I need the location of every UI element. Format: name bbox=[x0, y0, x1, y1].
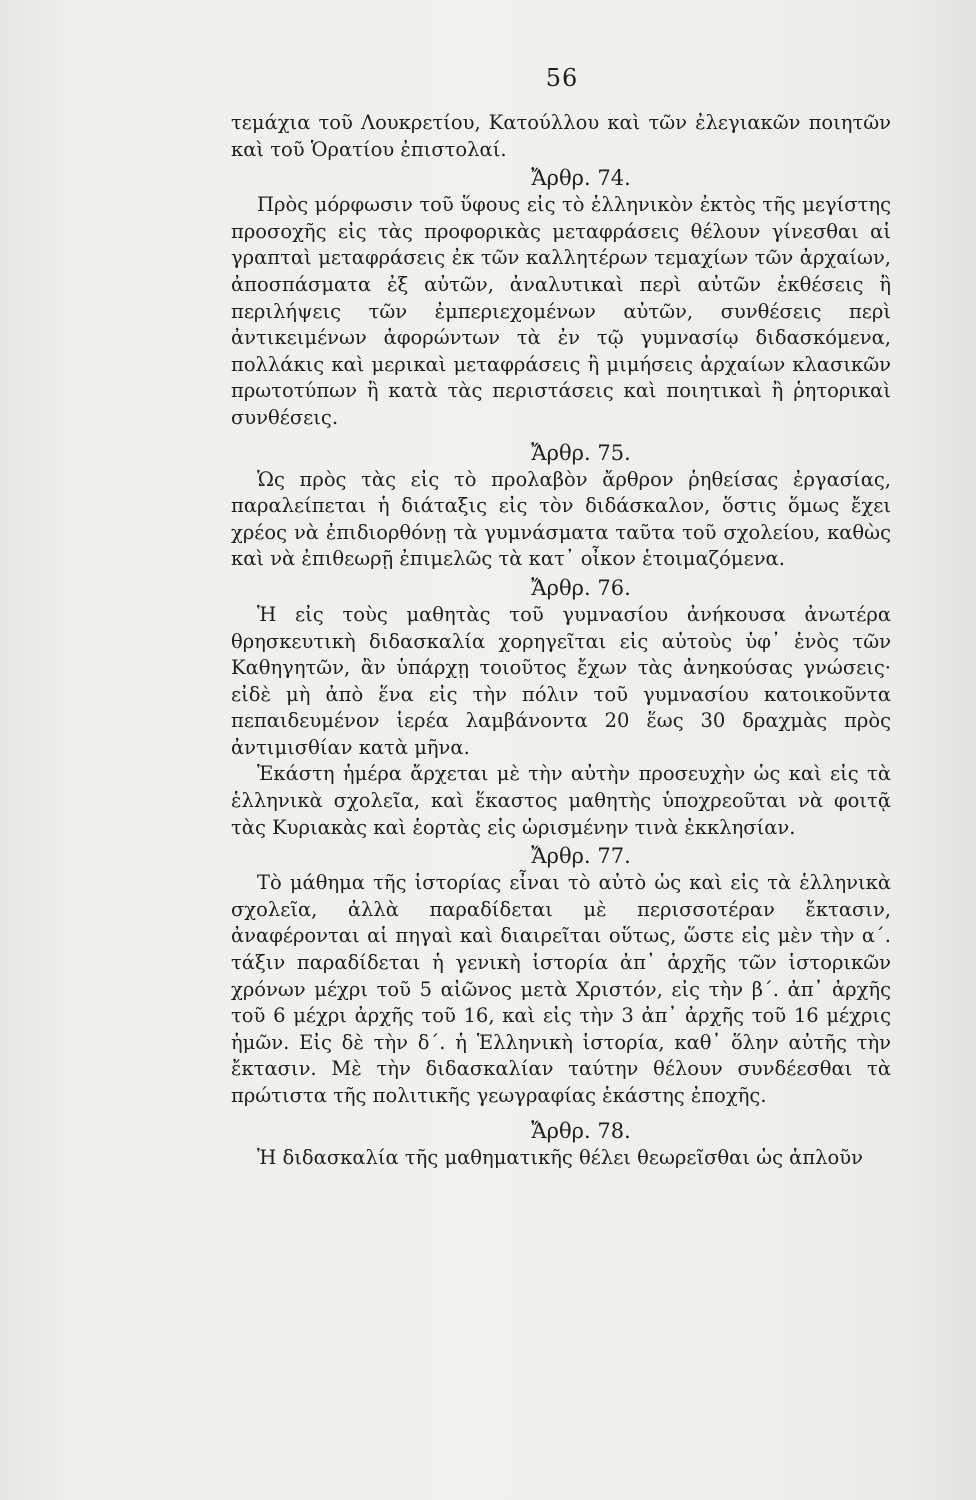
paragraph-article-74: Πρὸς μόρφωσιν τοῦ ὕφους εἰς τὸ ἑλληνικὸν ἐκτὸς τῆς μεγίστης προσοχῆς εἰς τὰς προφορικὰς μεταφράσεις θέλουν γίνεσθαι αἱ γραπταὶ μεταφράσεις ἐκ τῶν καλλητέρων τεμαχίων τῶν ἀρχαίων, ἀποσπάσματα ἐξ αὐτῶν, ἀναλυτικαὶ περὶ αὐτῶν ἐκθέσεις ἢ περιλήψεις τῶν ἐμπεριεχομένων αὐτῶν, συνθέσεις περὶ ἀντικειμένων ἀφορώντων τὰ ἐν τῷ γυμνασίῳ διδασκόμενα, πολλάκις καὶ μερικαὶ μεταφράσεις ἢ μιμήσεις ἀρχαίων κλασικῶν πρωτοτύπων ἢ κατὰ τὰς περιστάσεις καὶ ποιητικαὶ ἢ ῥητορικαὶ συνθέσεις. bbox=[231, 193, 891, 429]
paragraph-article-77: Τὸ μάθημα τῆς ἱστορίας εἶναι τὸ αὐτὸ ὡς καὶ εἰς τὰ ἑλληνικὰ σχολεῖα, ἀλλὰ παραδίδεται μὲ περισσοτέραν ἔκτασιν, ἀναφέρονται αἱ πηγαὶ καὶ διαιρεῖται οὕτως, ὥστε εἰς μὲν τὴν α΄. τάξιν παραδίδεται ἡ γενικὴ ἱστορία ἀπ᾿ ἀρχῆς τῶν ἱστορικῶν χρόνων μέχρι τοῦ 5 αἰῶνος μετὰ Χριστόν, εἰς τὴν β΄. ἀπ᾿ ἀρχῆς τοῦ 6 μέχρι ἀρχῆς τοῦ 16, καὶ εἰς τὴν 3 ἀπ᾿ ἀρχῆς τοῦ 16 μέχρις ἡμῶν. Εἰς δὲ τὴν δ΄. ἡ Ἑλληνικὴ ἱστορία, καθ᾿ ὅλην αὐτῆς τὴν ἔκτασιν. Μὲ τὴν διδασκαλίαν ταύτην θέλουν συνδέεσθαι τὰ πρώτιστα τῆς πολιτικῆς γεωγραφίας ἑκάστης ἐποχῆς. bbox=[231, 871, 891, 1107]
paragraph-continuation: τεμάχια τοῦ Λουκρετίου, Κατούλλου καὶ τῶν ἐλεγιακῶν ποιητῶν καὶ τοῦ Ὁρατίου ἐπιστολαί. bbox=[231, 111, 891, 161]
paragraph-article-78: Ἡ διδασκαλία τῆς μαθηματικῆς θέλει θεωρεῖσθαι ὡς ἁπλοῦν bbox=[257, 1145, 863, 1169]
article-heading-74: Ἄρθρ. 74. bbox=[531, 166, 631, 191]
article-heading-78: Ἄρθρ. 78. bbox=[531, 1118, 631, 1143]
page-number: 56 bbox=[545, 64, 579, 92]
paragraph-article-76-prayer: Ἑκάστη ἡμέρα ἄρχεται μὲ τὴν αὐτὴν προσευχὴν ὡς καὶ εἰς τὰ ἑλληνικὰ σχολεῖα, καὶ ἕκαστος μαθητὴς ὑποχρεοῦται νὰ φοιτᾷ τὰς Κυριακὰς καὶ ἑορτὰς εἰς ὡρισμένην τινὰ ἐκκλησίαν. bbox=[231, 762, 891, 839]
article-heading-75: Ἄρθρ. 75. bbox=[531, 440, 631, 465]
article-heading-77: Ἄρθρ. 77. bbox=[531, 844, 631, 869]
paragraph-article-75: Ὡς πρὸς τὰς εἰς τὸ προλαβὸν ἄρθρον ῥηθείσας ἐργασίας, παραλείπεται ἡ διάταξις εἰς τὸν διδάσκαλον, ὅστις ὅμως ἔχει χρέος νὰ ἐπιδιορθόνῃ τὰ γυμνάσματα ταῦτα τοῦ σχολείου, καθὼς καὶ νὰ ἐπιθεωρῇ ἐπιμελῶς τὰ κατ᾿ οἶκον ἑτοιμαζόμενα. bbox=[231, 467, 891, 571]
page-body bbox=[231, 110, 891, 1171]
article-heading-76: Ἄρθρ. 76. bbox=[531, 575, 631, 600]
paragraph-article-76: Ἡ εἰς τοὺς μαθητὰς τοῦ γυμνασίου ἀνήκουσα ἀνωτέρα θρησκευτικὴ διδασκαλία χορηγεῖται εἰς αὐτοὺς ὑφ᾿ ἑνὸς τῶν Καθηγητῶν, ἂν ὑπάρχῃ τοιοῦτος ἔχων τὰς ἀνηκούσας γνώσεις· εἰδὲ μὴ ἀπὸ ἕνα εἰς τὴν πόλιν τοῦ γυμνασίου κατοικοῦντα πεπαιδευμένον ἱερέα λαμβάνοντα 20 ἕως 30 δραχμὰς πρὸς ἀντιμισθίαν κατὰ μῆνα. bbox=[231, 602, 891, 759]
